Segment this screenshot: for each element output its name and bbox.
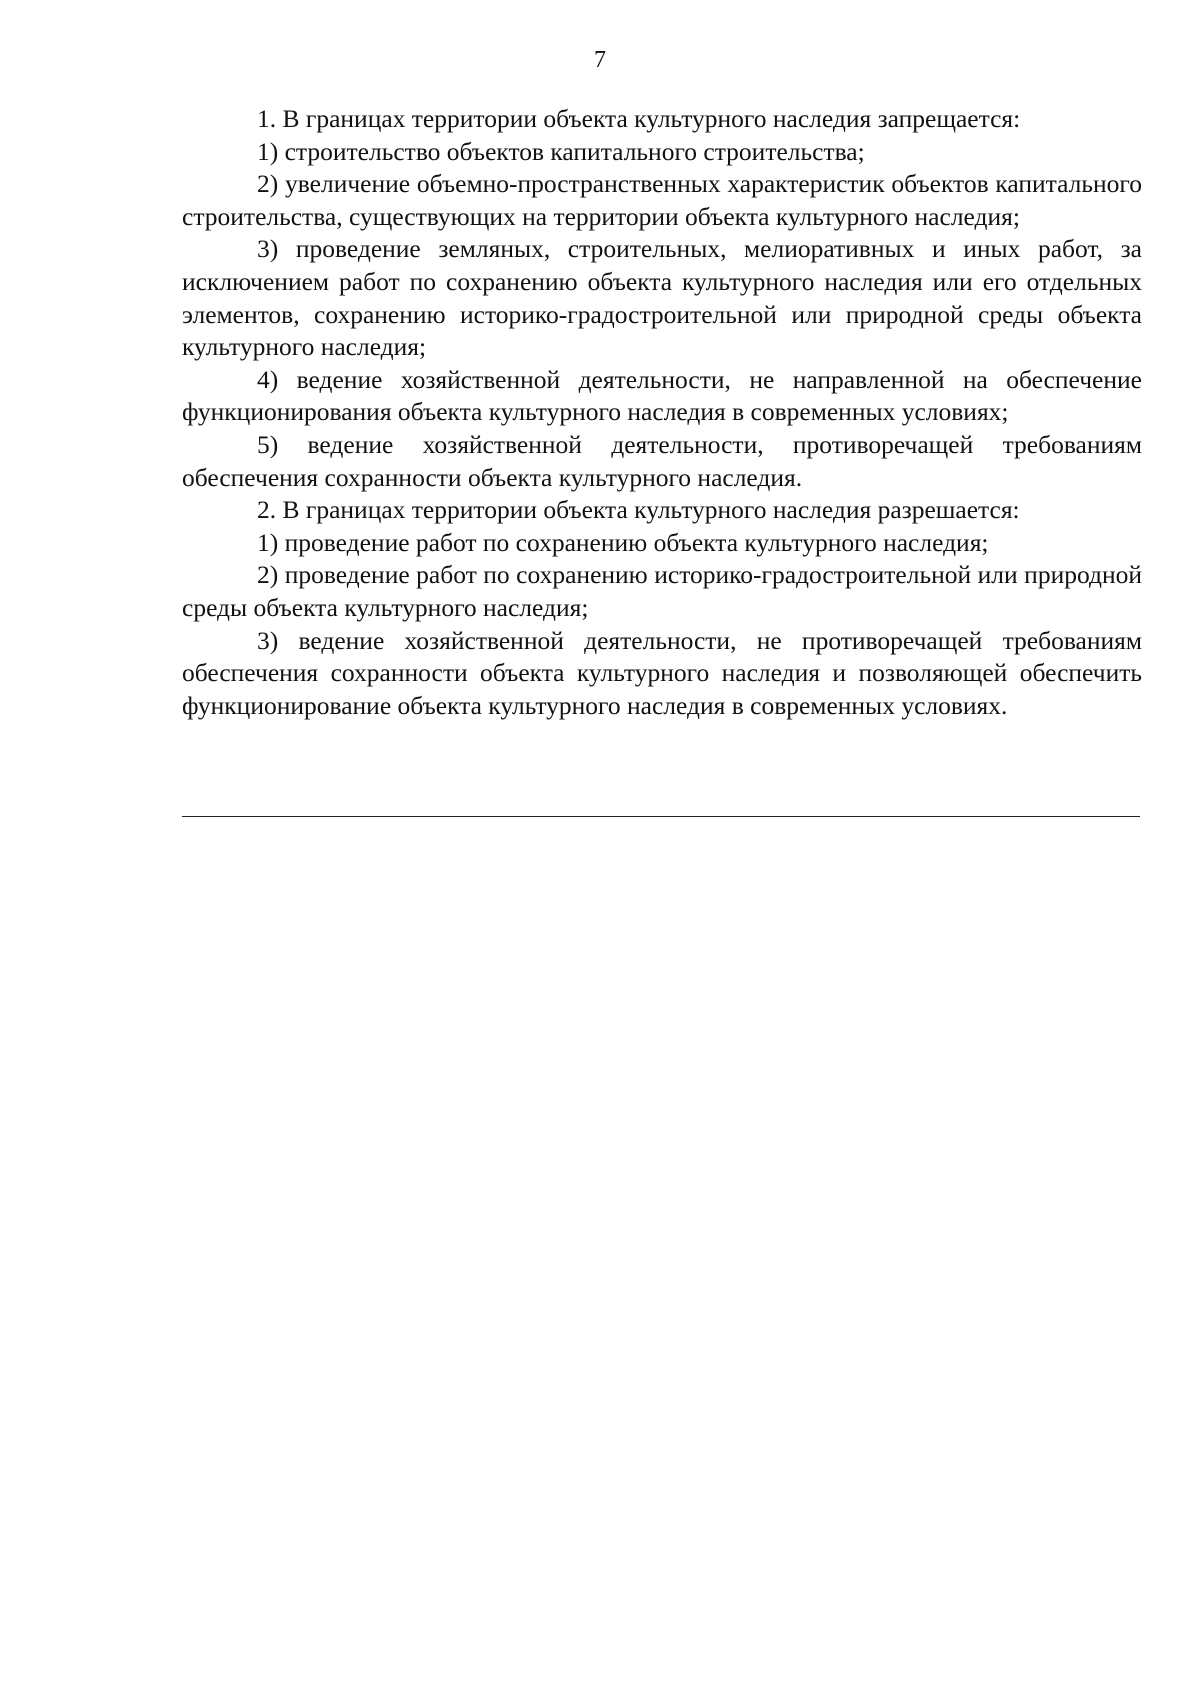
prohibition-item-4: 4) ведение хозяйственной деятельности, не направленной на обеспечение функционирования объекта культурного наследия в современных условиях; [182,364,1142,427]
closing-divider-line [182,816,1140,817]
prohibition-item-3: 3) проведение земляных, строительных, мелиоративных и иных работ, за исключением работ по сохранению объекта культурного наследия или его отдельных элементов, сохранению историко-градостроительной или природной среды объекта культурного наследия; [182,234,1142,362]
prohibition-item-2: 2) увеличение объемно-пространственных характеристик объектов капитального строительства, существующих на территории объекта культурного наследия; [182,169,1142,231]
section-1-heading: 1. В границах территории объекта культурного наследия запрещается: [257,104,1021,133]
section-2-heading: 2. В границах территории объекта культурного наследия разрешается: [257,495,1020,525]
prohibition-item-1: 1) строительство объектов капитального строительства; [257,136,865,166]
document-body [182,103,1142,722]
permission-item-2: 2) проведение работ по сохранению историко-градостроительной или природной среды объекта культурного наследия; [182,560,1142,622]
permission-item-3: 3) ведение хозяйственной деятельности, не противоречащей требованиям обеспечения сохранности объекта культурного наследия и позволяющей обеспечить функционирование объекта культурного наследия в современных условиях. [182,625,1142,720]
permission-item-1: 1) проведение работ по сохранению объекта культурного наследия; [257,527,989,557]
prohibition-item-5: 5) ведение хозяйственной деятельности, противоречащей требованиям обеспечения сохранности объекта культурного наследия. [182,429,1142,492]
page-number: 7 [594,47,606,73]
